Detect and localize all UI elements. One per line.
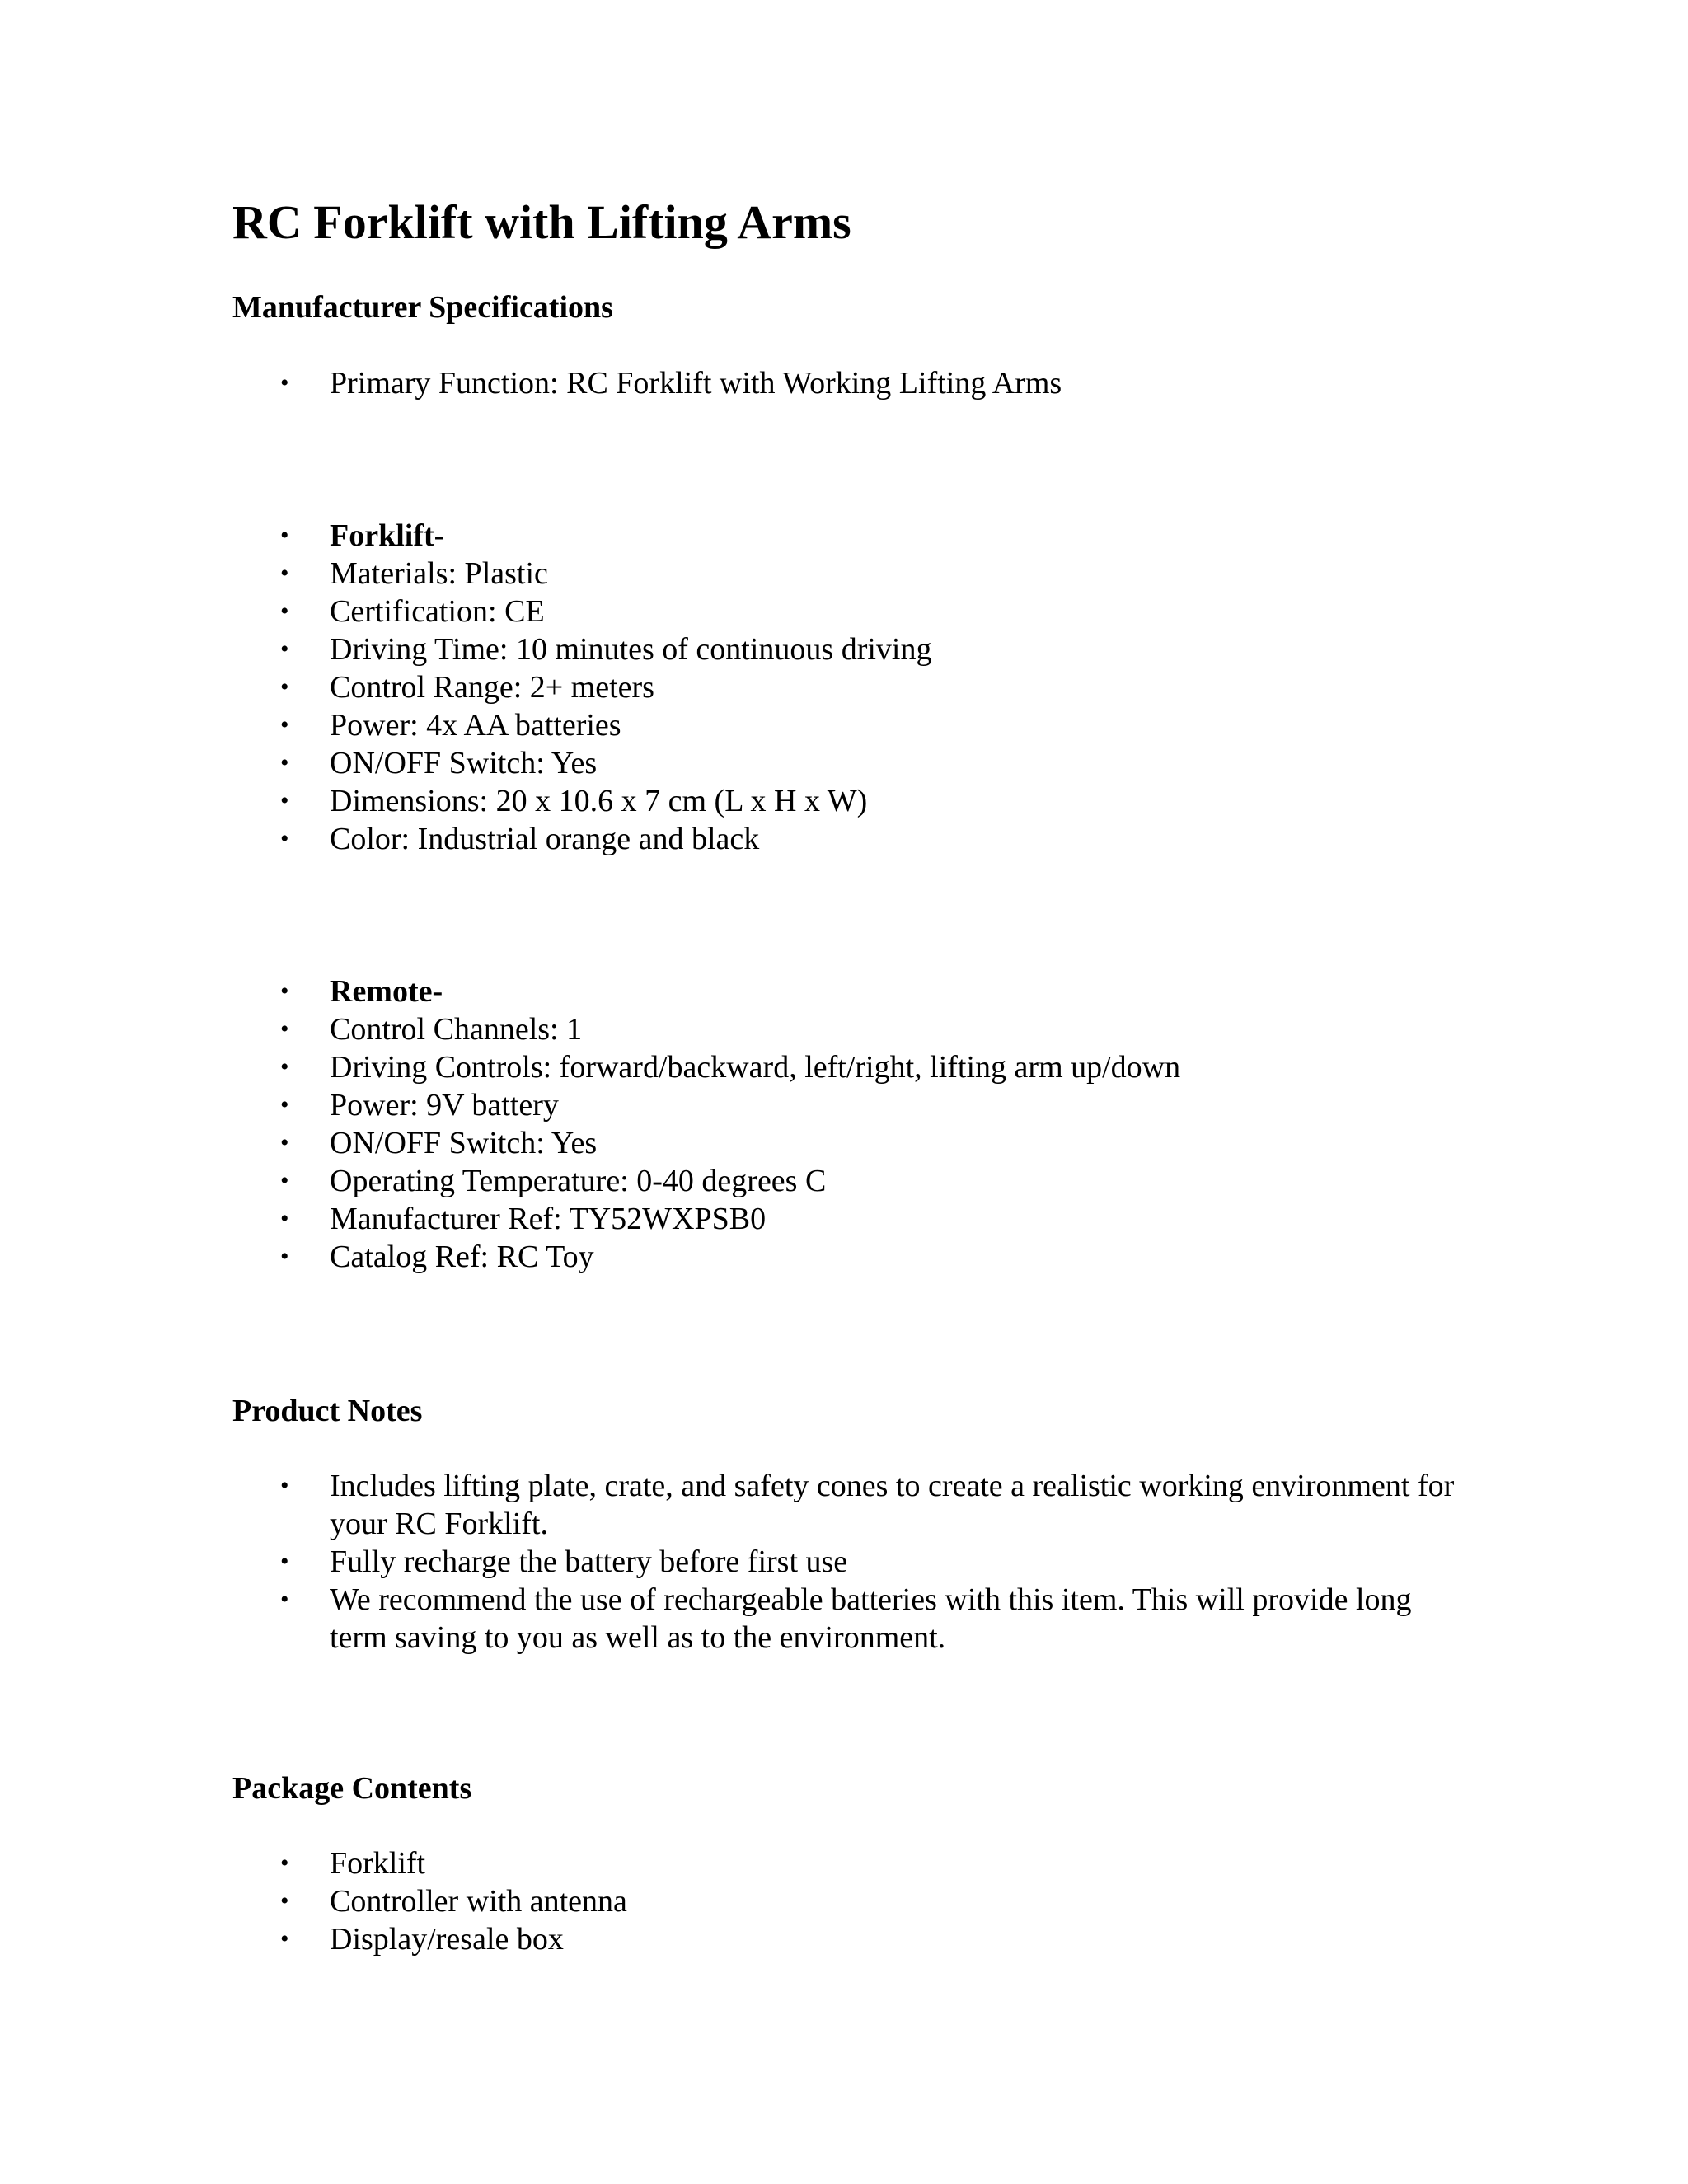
list-item (0, 1048, 1467, 1086)
bullet-icon: • (280, 1205, 289, 1232)
list-item-text: Power: 4x AA batteries (330, 708, 621, 743)
primary-function-list (0, 364, 1688, 402)
bullet-icon: • (280, 522, 289, 549)
bullet-icon: • (280, 1586, 289, 1613)
bullet-icon: • (280, 635, 289, 663)
list-item-text: Includes lifting plate, crate, and safety cones to create a realistic working environment for your RC Forklift. (330, 1469, 1455, 1541)
list-item-text: Certification: CE (330, 594, 545, 629)
document-title: RC Forklift with Lifting Arms (232, 195, 851, 249)
list-item (0, 1200, 1467, 1238)
list-item-text: We recommend the use of rechargeable batteries with this item. This will provide long term saving to you as well as to the environment. (330, 1582, 1412, 1655)
list-item (0, 668, 1467, 706)
manufacturer-specifications-heading: Manufacturer Specifications (232, 290, 613, 325)
bullet-icon: • (280, 1091, 289, 1118)
bullet-icon: • (280, 1167, 289, 1194)
list-item-text: Fully recharge the battery before first use (330, 1544, 848, 1579)
list-item-text: Power: 9V battery (330, 1088, 559, 1122)
list-item-text: Driving Time: 10 minutes of continuous driving (330, 632, 932, 667)
list-item-text: Driving Controls: forward/backward, left/right, lifting arm up/down (330, 1050, 1181, 1085)
bullet-icon: • (280, 1849, 289, 1877)
bullet-icon: • (280, 1015, 289, 1043)
list-item-text: ON/OFF Switch: Yes (330, 746, 598, 780)
package-contents-heading: Package Contents (232, 1771, 472, 1806)
list-item (0, 1581, 1467, 1657)
bullet-icon: • (280, 1472, 289, 1499)
list-item (0, 820, 1467, 858)
list-item (0, 1010, 1467, 1048)
bullet-icon: • (280, 711, 289, 738)
bullet-icon: • (280, 560, 289, 587)
bullet-icon: • (280, 787, 289, 814)
list-item-text: Control Range: 2+ meters (330, 670, 654, 705)
bullet-icon: • (280, 749, 289, 776)
list-item (0, 972, 1467, 1010)
list-item-text: Controller with antenna (330, 1884, 627, 1919)
list-item-text: Control Channels: 1 (330, 1012, 583, 1047)
list-item (0, 1162, 1467, 1200)
list-item-text: Display/resale box (330, 1922, 564, 1957)
list-item (0, 1543, 1467, 1581)
bullet-icon: • (280, 598, 289, 625)
list-item-text: Catalog Ref: RC Toy (330, 1240, 594, 1274)
bullet-icon: • (280, 1887, 289, 1915)
remote-spec-list (0, 972, 1688, 1276)
list-item-text: Color: Industrial orange and black (330, 822, 760, 856)
list-item (0, 1086, 1467, 1124)
product-notes-heading: Product Notes (232, 1394, 423, 1428)
list-item (0, 782, 1467, 820)
bullet-icon: • (280, 673, 289, 701)
list-item (0, 706, 1467, 744)
bullet-icon: • (280, 369, 289, 396)
bullet-icon: • (280, 1925, 289, 1952)
list-item-text: ON/OFF Switch: Yes (330, 1126, 598, 1160)
list-item (0, 1238, 1467, 1276)
list-item (0, 1844, 1467, 1882)
list-item-text: Forklift (330, 1846, 426, 1881)
list-item (0, 1124, 1467, 1162)
bullet-icon: • (280, 1243, 289, 1270)
bullet-icon: • (280, 977, 289, 1005)
bullet-icon: • (280, 1548, 289, 1575)
remote-subheading: Remote- (330, 974, 443, 1009)
list-item (0, 364, 1467, 402)
list-item (0, 1467, 1467, 1543)
bullet-icon: • (280, 1053, 289, 1080)
forklift-spec-list (0, 517, 1688, 858)
list-item-text: Dimensions: 20 x 10.6 x 7 cm (L x H x W) (330, 784, 868, 818)
bullet-icon: • (280, 1129, 289, 1156)
list-item-text: Primary Function: RC Forklift with Working Lifting Arms (330, 366, 1062, 401)
forklift-subheading: Forklift- (330, 518, 445, 553)
list-item (0, 630, 1467, 668)
list-item (0, 517, 1467, 555)
list-item-text: Manufacturer Ref: TY52WXPSB0 (330, 1202, 767, 1236)
package-contents-list (0, 1844, 1688, 1958)
list-item (0, 593, 1467, 630)
list-item (0, 555, 1467, 593)
list-item (0, 744, 1467, 782)
list-item (0, 1882, 1467, 1920)
list-item-text: Operating Temperature: 0-40 degrees C (330, 1164, 827, 1198)
product-notes-list (0, 1467, 1688, 1657)
list-item (0, 1920, 1467, 1958)
list-item-text: Materials: Plastic (330, 556, 548, 591)
bullet-icon: • (280, 825, 289, 852)
